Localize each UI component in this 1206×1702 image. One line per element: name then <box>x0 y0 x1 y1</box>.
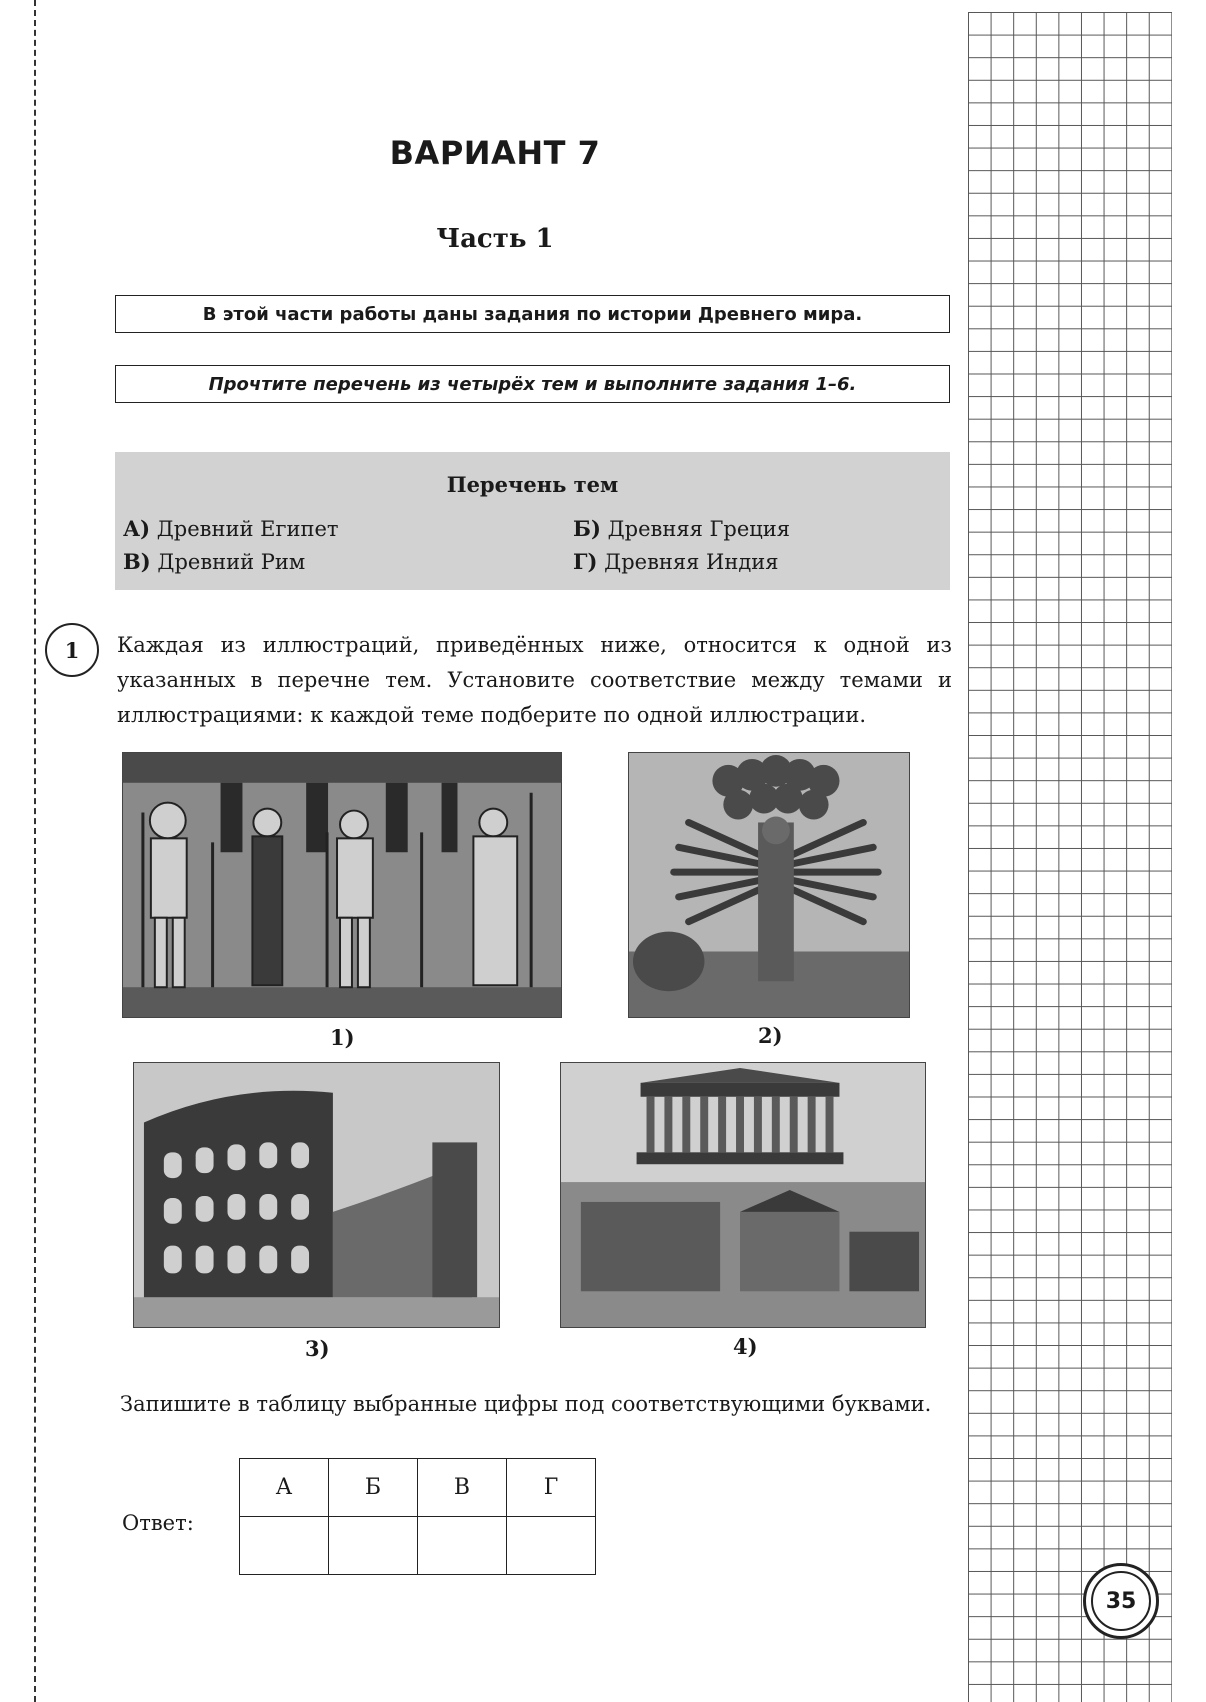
illustration-acropolis <box>560 1062 926 1328</box>
instruction-notice: Прочтите перечень из четырёх тем и выполните задания 1–6. <box>115 365 950 403</box>
answer-cell-v[interactable] <box>418 1517 507 1575</box>
answer-cell-a[interactable] <box>240 1517 329 1575</box>
answer-header-g: Г <box>507 1459 596 1517</box>
page-number-badge <box>1083 1563 1159 1639</box>
answer-cell-g[interactable] <box>507 1517 596 1575</box>
topic-g: Г) Древняя Индия <box>573 549 779 574</box>
topic-a: А) Древний Египет <box>123 516 339 541</box>
topics-title: Перечень тем <box>446 472 619 497</box>
caption-4: 4) <box>733 1334 758 1359</box>
draft-grid <box>968 12 1172 1702</box>
caption-3: 3) <box>305 1336 330 1361</box>
topics-list <box>115 452 950 590</box>
task-text: Каждая из иллюстраций, приведённых ниже, относится к одной из указанных в перечне тем. Установите соответствие между темами и иллюстрациями: к каждой теме подберите по одной иллюстрации. <box>117 633 952 727</box>
page-number: 35 <box>1091 1571 1151 1631</box>
answer-header-b: Б <box>329 1459 418 1517</box>
topic-v: В) Древний Рим <box>123 549 306 574</box>
illustration-egyptian-fresco <box>122 752 562 1018</box>
answer-header-v: В <box>418 1459 507 1517</box>
answer-instruction: Запишите в таблицу выбранные цифры под соответствующими буквами. <box>120 1392 932 1416</box>
answer-header-row <box>240 1459 596 1517</box>
illustration-multi-armed-deity <box>628 752 910 1018</box>
answer-cell-b[interactable] <box>329 1517 418 1575</box>
illustration-colosseum <box>133 1062 500 1328</box>
intro-notice: В этой части работы даны задания по истории Древнего мира. <box>115 295 950 333</box>
answer-input-row <box>240 1517 596 1575</box>
caption-1: 1) <box>330 1025 355 1050</box>
caption-2: 2) <box>758 1023 783 1048</box>
cut-line <box>34 0 36 1702</box>
answer-label: Ответ: <box>122 1511 194 1535</box>
part-title: Часть 1 <box>436 224 554 254</box>
task-number: 1 <box>45 623 99 677</box>
answer-table <box>239 1458 596 1575</box>
answer-header-a: А <box>240 1459 329 1517</box>
variant-title: ВАРИАНТ 7 <box>389 134 601 172</box>
topic-b: Б) Древняя Греция <box>573 516 791 541</box>
